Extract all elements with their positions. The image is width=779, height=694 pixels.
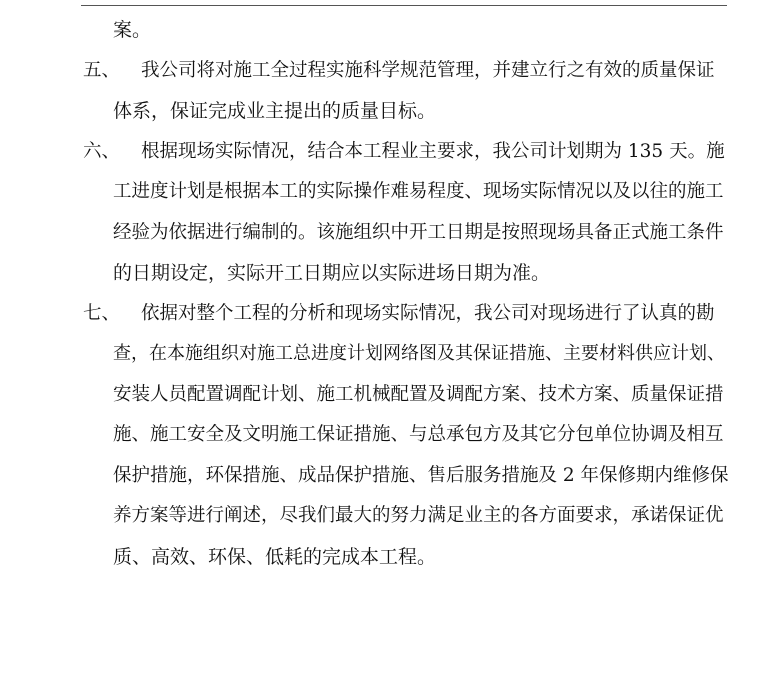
item-6-text-line-2: 工进度计划是根据本工的实际操作难易程度、现场实际情况以及以往的施工 [113,181,724,202]
item-7-text-line-2: 查，在本施组织对施工总进度计划网络图及其保证措施、主要材料供应计划、 [113,343,725,364]
item-7 [83,294,728,578]
item-6 [83,132,728,294]
item-7-text-line-4: 施、施工安全及文明施工保证措施、与总承包方及其它分包单位协调及相互 [113,424,724,445]
item-5-first-line [83,51,728,92]
item-6-number: 六、 [83,140,121,162]
item-6-first-line [83,132,728,173]
item-7-text-line-1: 依据对整个工程的分析和现场实际情况，我公司对现场进行了认真的勘 [141,302,715,324]
item-7-number: 七、 [83,302,121,324]
item-5 [83,51,728,132]
item-7-text-line-7: 质、高效、环保、低耗的完成本工程。 [113,545,437,568]
item-7-first-line [83,294,728,335]
item-6-text-line-1: 根据现场实际情况，结合本工程业主要求，我公司计划期为 135 天。施 [141,140,725,162]
fragment-line: 案。 [113,19,152,41]
item-5-text-line-2: 体系，保证完成业主提出的质量目标。 [113,100,437,122]
item-7-text-line-3: 安装人员配置调配计划、施工机械配置及调配方案、技术方案、质量保证措 [113,383,724,405]
item-5-number: 五、 [83,59,121,81]
header-rule [81,5,727,6]
item-6-text-line-4: 的日期设定，实际开工日期应以实际进场日期为准。 [113,262,551,284]
item-5-text-line-1: 我公司将对施工全过程实施科学规范管理，并建立行之有效的质量保证 [141,59,715,81]
item-7-text-line-5: 保护措施，环保措施、成品保护措施、售后服务措施及 2 年保修期内维修保 [113,464,729,486]
item-7-text-line-6: 养方案等进行阐述，尽我们最大的努力满足业主的各方面要求，承诺保证优 [113,505,724,526]
item-6-text-line-3: 经验为依据进行编制的。该施组织中开工日期是按照现场具备正式施工条件 [113,221,724,243]
document-body [83,10,728,577]
